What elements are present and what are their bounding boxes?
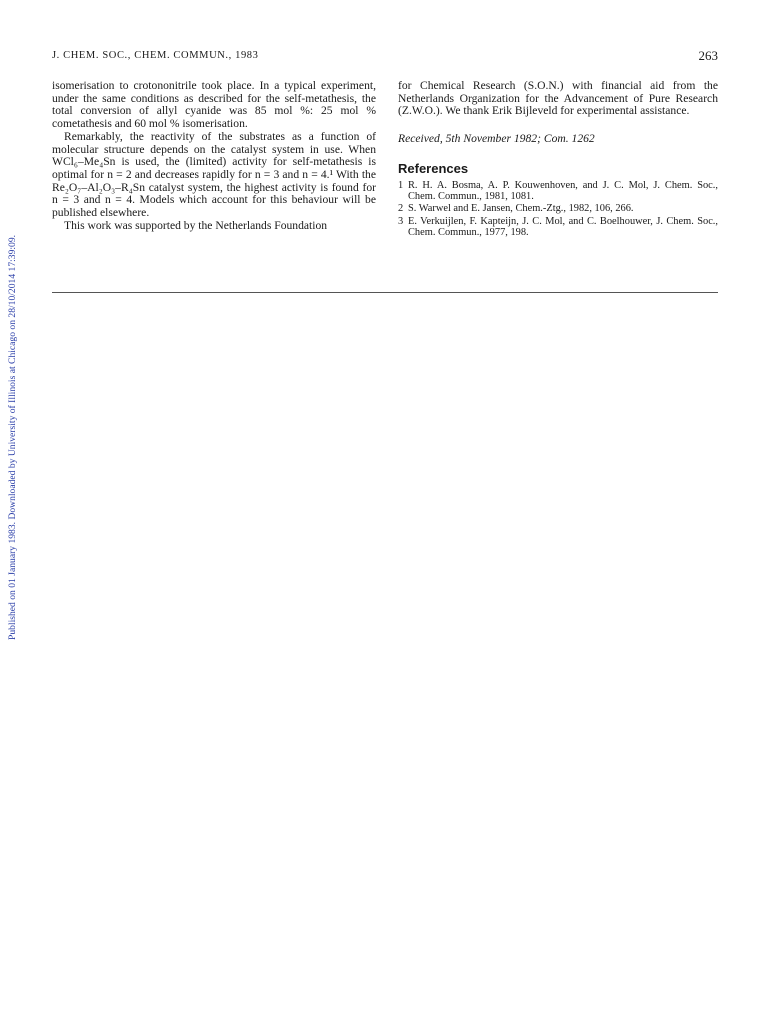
- received-date: Received, 5th November 1982; Com. 1262: [398, 132, 595, 146]
- page-header: [52, 50, 718, 66]
- references-heading: References: [398, 160, 469, 176]
- paragraph-acknowledgement-start: This work was supported by the Netherlands Foundation: [64, 218, 328, 232]
- download-watermark: [7, 180, 19, 640]
- reference-item: [398, 203, 718, 214]
- reference-text: E. Verkuijlen, F. Kapteijn, J. C. Mol, and C. Boelhouwer, J. Chem. Soc., Chem. Commun., 1977, 198.: [408, 215, 718, 239]
- paragraph-isomerisation: isomerisation to crotononitrile took place. In a typical experiment, under the same conditions as described for the self-metathesis, the total conversion of allyl cyanide was 85 mol %: 25 mol % cometathesis and 60 mol % isomerisation.: [52, 79, 376, 131]
- paragraph-reactivity: Remarkably, the reactivity of the substrates as a function of molecular structure depends on the catalyst system in use. When WCl₆–Me₄Sn is used, the (limited) activity for self-metathesis is optimal for n = 2 and decreases rapidly for n = 3 and n = 4.¹ With the Re₂O₇–Al₂O₃–R₄Sn catalyst system, the highest activity is found for n = 3 and n = 4. Models which account for this behaviour will be published elsewhere.: [52, 129, 376, 220]
- reference-item: [398, 216, 718, 239]
- left-column: [52, 80, 376, 232]
- paragraph-acknowledgement-end: for Chemical Research (S.O.N.) with financial aid from the Netherlands Organization for the Advancement of Pure Research (Z.W.O.). We thank Erik Bijleveld for experimental assistance.: [398, 79, 718, 118]
- reference-number: 3: [398, 215, 404, 227]
- references-list: [398, 180, 718, 239]
- page-number: 263: [698, 48, 718, 63]
- reference-number: 2: [398, 203, 404, 215]
- reference-item: [398, 180, 718, 203]
- right-column: [398, 80, 718, 240]
- section-divider: [52, 292, 718, 293]
- reference-number: 1: [398, 179, 404, 191]
- download-watermark-text: Published on 01 January 1983. Downloaded by University of Illinois at Chicago on 28/10/2014 17:39:09.: [7, 234, 18, 640]
- reference-text: R. H. A. Bosma, A. P. Kouwenhoven, and J. C. Mol, J. Chem. Soc., Chem. Commun., 1981, 1081.: [408, 179, 718, 202]
- reference-text: S. Warwel and E. Jansen, Chem.-Ztg., 1982, 106, 266.: [408, 203, 634, 215]
- journal-running-head: J. CHEM. SOC., CHEM. COMMUN., 1983: [52, 50, 259, 61]
